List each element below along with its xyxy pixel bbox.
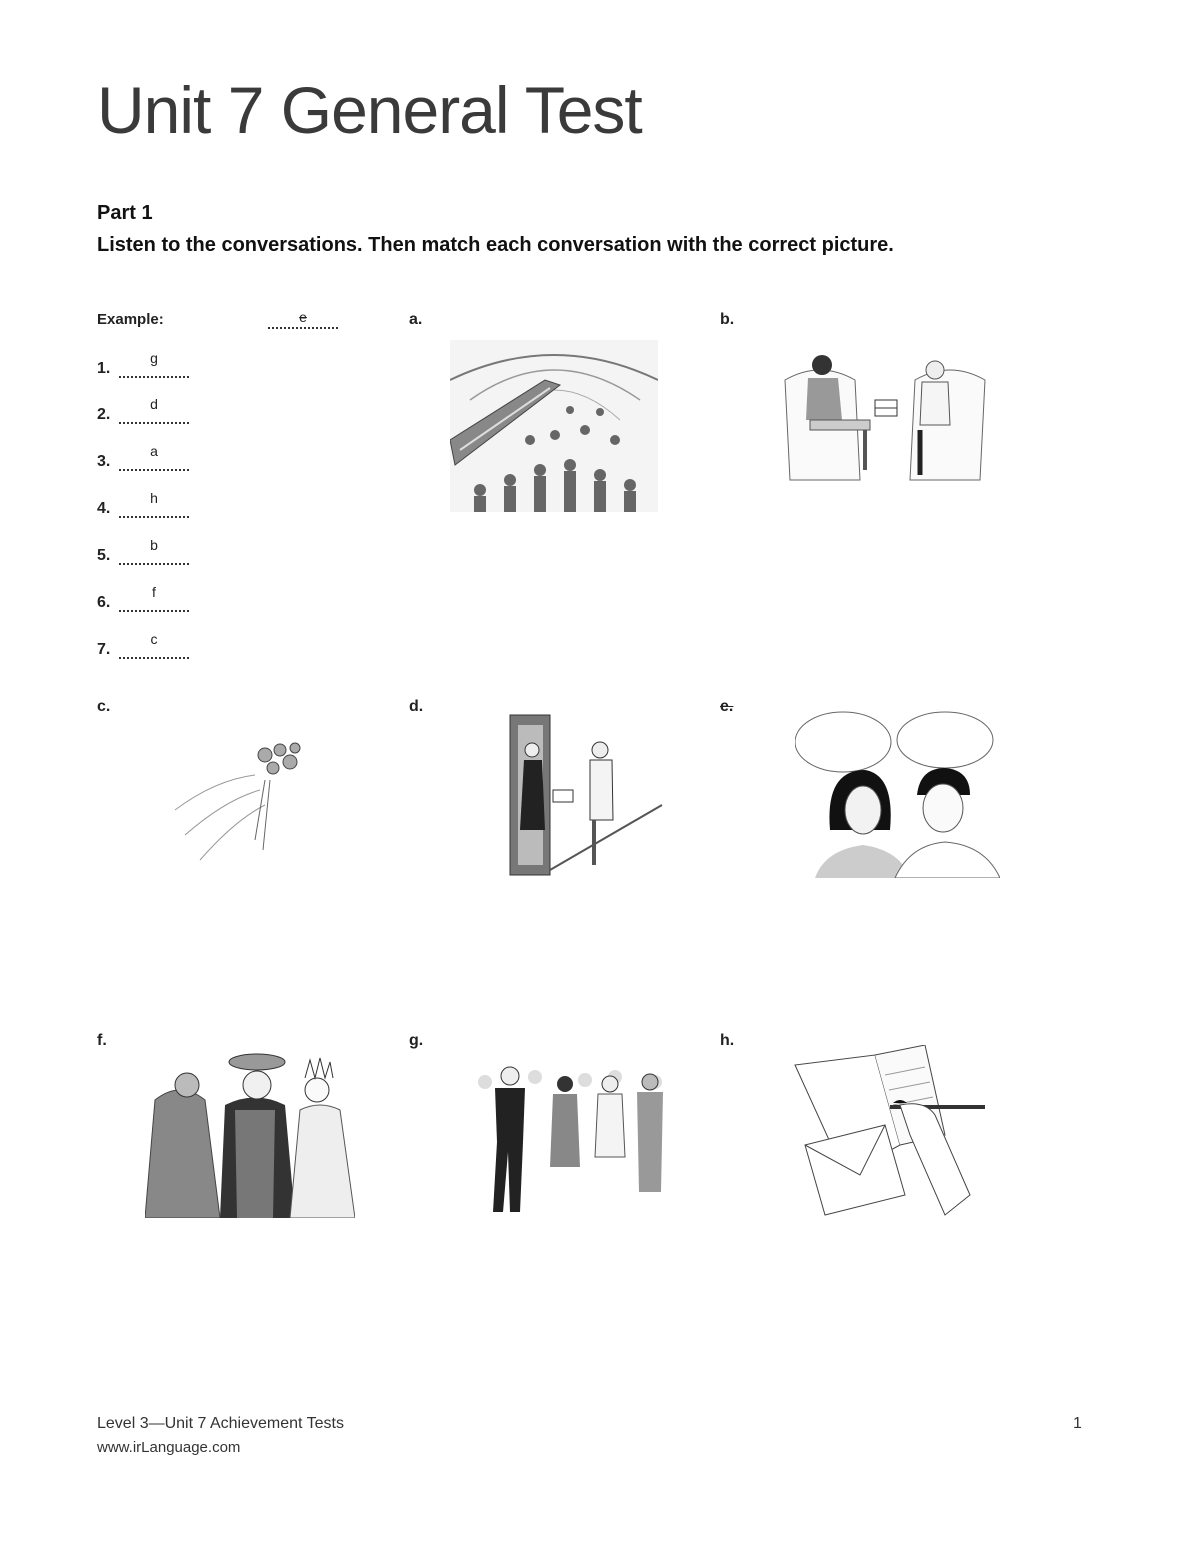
page-title: Unit 7 General Test	[97, 73, 642, 147]
instructions: Listen to the conversations. Then match each conversation with the correct picture.	[97, 234, 894, 256]
picture-label-d: d.	[409, 698, 424, 715]
part-heading: Part 1	[97, 202, 153, 224]
door-gift-illustration	[450, 710, 665, 880]
question-number: 2.	[97, 406, 111, 423]
picture-label-e: e.	[720, 698, 734, 715]
question-row	[97, 350, 189, 382]
answer-blank[interactable]	[119, 537, 189, 565]
page-number: 1	[1073, 1415, 1082, 1432]
picture-label-g: g.	[409, 1032, 424, 1049]
question-number: 3.	[97, 453, 111, 470]
question-number: 4.	[97, 500, 111, 517]
answer-blank[interactable]	[119, 490, 189, 518]
answer-blank[interactable]	[119, 350, 189, 378]
question-number: 7.	[97, 641, 111, 658]
answer-value: g	[150, 350, 158, 366]
costume-party-illustration	[145, 1050, 355, 1218]
answer-blank[interactable]	[119, 584, 189, 612]
question-row	[97, 537, 189, 569]
question-number: 1.	[97, 360, 111, 377]
footer-level: Level 3—Unit 7 Achievement Tests	[97, 1415, 344, 1432]
picture-label-f: f.	[97, 1032, 107, 1049]
bouquet-illustration	[145, 720, 360, 880]
picture-label-c: c.	[97, 698, 111, 715]
question-row	[97, 631, 189, 663]
question-number: 5.	[97, 547, 111, 564]
gift-exchange-illustration	[780, 340, 990, 510]
answer-value: h	[150, 490, 158, 506]
answer-blank[interactable]	[119, 443, 189, 471]
picture-label-a: a.	[409, 311, 423, 328]
formal-party-illustration	[465, 1062, 670, 1220]
picture-label-b: b.	[720, 311, 735, 328]
question-number: 6.	[97, 594, 111, 611]
question-row	[97, 396, 189, 428]
question-row	[97, 443, 189, 475]
speech-bubbles-illustration	[795, 710, 1000, 878]
answer-value: c	[150, 631, 158, 647]
question-row	[97, 584, 189, 616]
answer-value: a	[150, 443, 158, 459]
answer-value: d	[150, 396, 158, 412]
writing-card-illustration	[785, 1045, 1003, 1230]
answer-blank[interactable]	[119, 631, 189, 659]
answer-blank[interactable]	[119, 396, 189, 424]
train-station-illustration	[450, 340, 658, 512]
question-row	[97, 490, 189, 522]
answer-value: f	[152, 584, 156, 600]
example-label: Example:	[97, 311, 164, 328]
answer-value: b	[150, 537, 158, 553]
picture-label-h: h.	[720, 1032, 735, 1049]
footer-url[interactable]: www.irLanguage.com	[97, 1439, 241, 1456]
example-answer: e	[268, 309, 338, 329]
